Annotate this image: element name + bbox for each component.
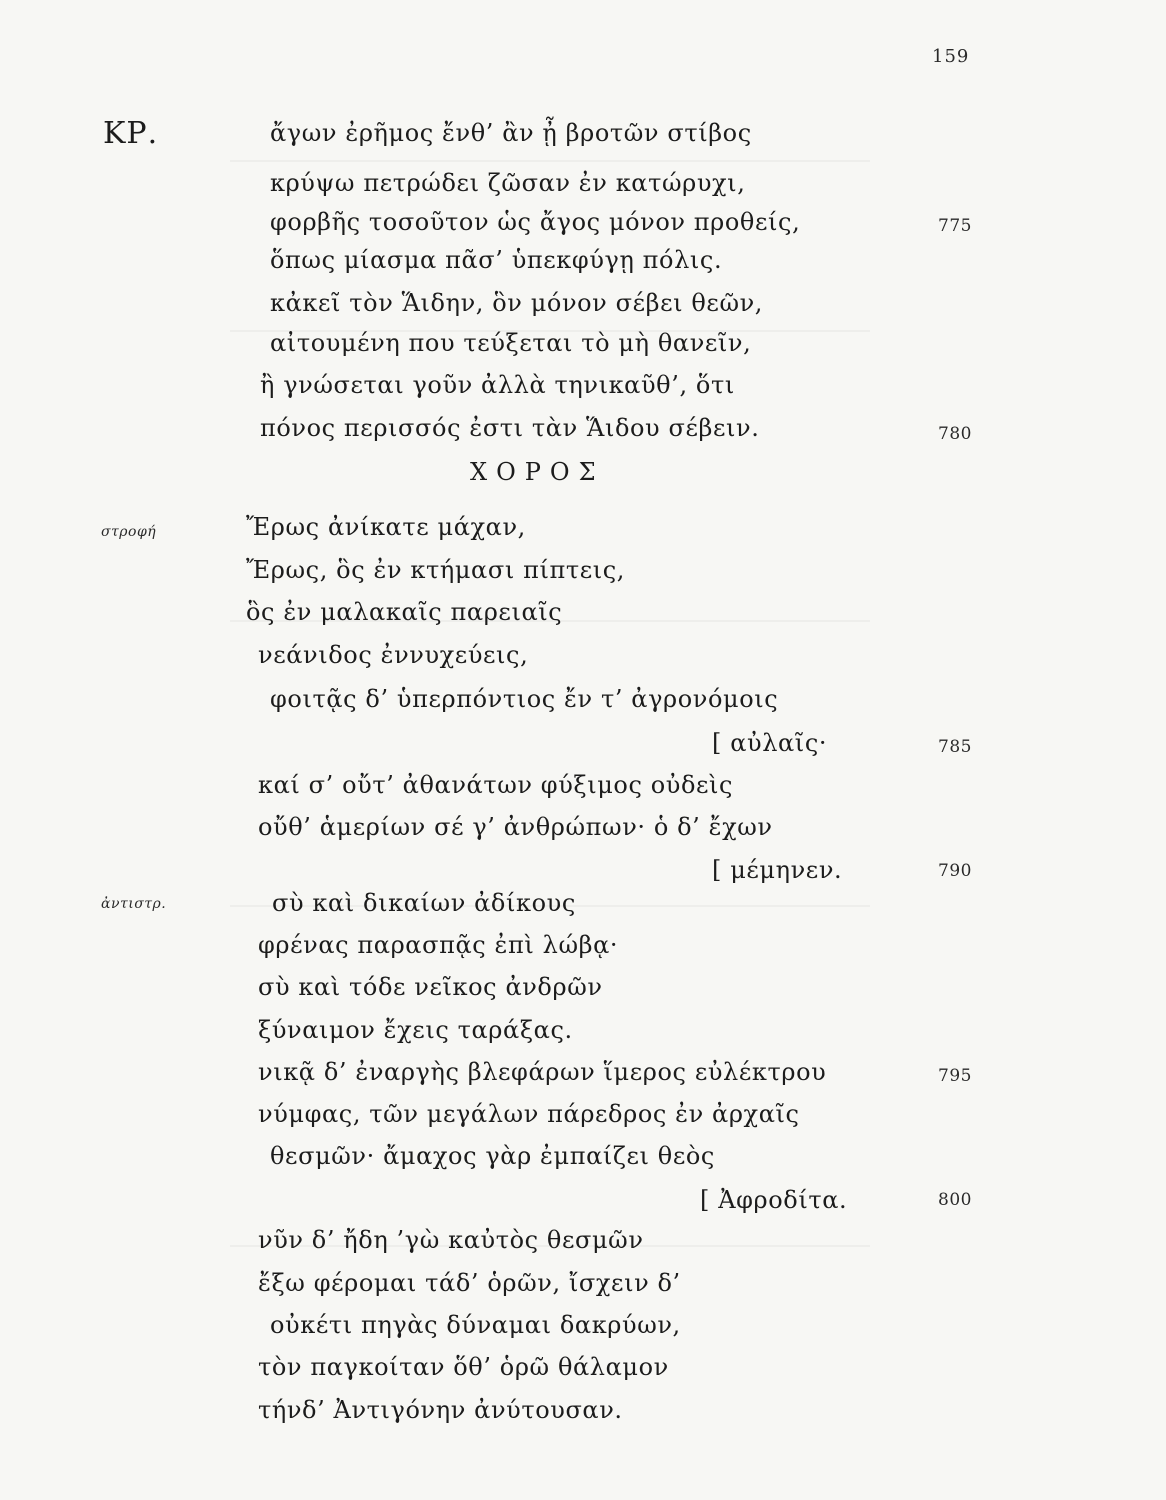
verse-line: σὺ καὶ τόδε νεῖκος ἀνδρῶν [258,973,603,1001]
verse-line: ἄγων ἐρῆμος ἔνθ’ ἂν ᾖ βροτῶν στίβος [270,119,752,147]
verse-line: νεάνιδος ἐννυχεύεις, [258,641,529,669]
verse-line: θεσμῶν· ἄμαχος γὰρ ἐμπαίζει θεὸς [270,1142,715,1170]
verse-line: φοιτᾷς δ’ ὑπερπόντιος ἔν τ’ ἀγρονόμοις [270,685,779,713]
verse-line: [ Ἀφροδίτα. [700,1186,848,1214]
speaker-label: ΚΡ. [103,116,159,151]
verse-line: Ἔρως, ὃς ἐν κτήμασι πίπτεις, [246,556,626,584]
verse-line: Ἔρως ἀνίκατε μάχαν, [246,513,526,541]
bleed-through-line [230,160,870,162]
verse-line: κἀκεῖ τὸν Ἅιδην, ὃν μόνον σέβει θεῶν, [270,289,764,317]
verse-line: τὸν παγκοίταν ὅθ’ ὁρῶ θάλαμον [258,1353,669,1381]
line-number: 790 [938,861,972,881]
verse-line: ὅπως μίασμα πᾶσ’ ὑπεκφύγῃ πόλις. [270,246,723,274]
verse-line: φρένας παρασπᾷς ἐπὶ λώβᾳ· [258,931,619,959]
verse-line: [ αὐλαῖς· [712,729,828,757]
line-number: 785 [938,737,972,757]
line-number: 800 [938,1190,972,1210]
verse-line: οὐκέτι πηγὰς δύναμαι δακρύων, [270,1311,681,1339]
verse-line: πόνος περισσός ἐστι τὰν Ἅιδου σέβειν. [260,414,760,442]
page-number: 159 [932,46,970,67]
verse-line: οὔθ’ ἁμερίων σέ γ’ ἀνθρώπων· ὁ δ’ ἔχων [258,813,773,841]
line-number: 780 [938,424,972,444]
verse-line: φορβῆς τοσοῦτον ὡς ἄγος μόνον προθείς, [270,208,801,236]
verse-line: ὃς ἐν μαλακαῖς παρειαῖς [246,598,563,626]
section-heading: ΧΟΡΟΣ [470,458,605,486]
verse-line: τήνδ’ Ἀντιγόνην ἀνύτουσαν. [258,1396,623,1424]
verse-line: ἢ γνώσεται γοῦν ἀλλὰ τηνικαῦθ’, ὅτι [260,371,735,399]
verse-line: [ μέμηνεν. [712,856,843,884]
verse-line: νικᾷ δ’ ἐναργὴς βλεφάρων ἵμερος εὐλέκτρου [258,1058,827,1086]
verse-line: νύμφας, τῶν μεγάλων πάρεδρος ἐν ἀρχαῖς [258,1100,800,1128]
margin-label-antistrophe: ἀντιστρ. [101,896,167,912]
line-number: 795 [938,1066,972,1086]
verse-line: σὺ καὶ δικαίων ἀδίκους [272,889,576,917]
verse-line: κρύψω πετρώδει ζῶσαν ἐν κατώρυχι, [270,169,746,197]
verse-line: νῦν δ’ ἤδη ’γὼ καὐτὸς θεσμῶν [258,1226,644,1254]
line-number: 775 [938,216,972,236]
verse-line: αἰτουμένη που τεύξεται τὸ μὴ θανεῖν, [270,329,752,357]
verse-line: καί σ’ οὔτ’ ἀθανάτων φύξιμος οὐδεὶς [258,771,734,799]
verse-line: ξύναιμον ἔχεις ταράξας. [258,1016,573,1044]
margin-label-strophe: στροφή [101,524,157,540]
verse-line: ἔξω φέρομαι τάδ’ ὁρῶν, ἴσχειν δ’ [258,1269,681,1297]
